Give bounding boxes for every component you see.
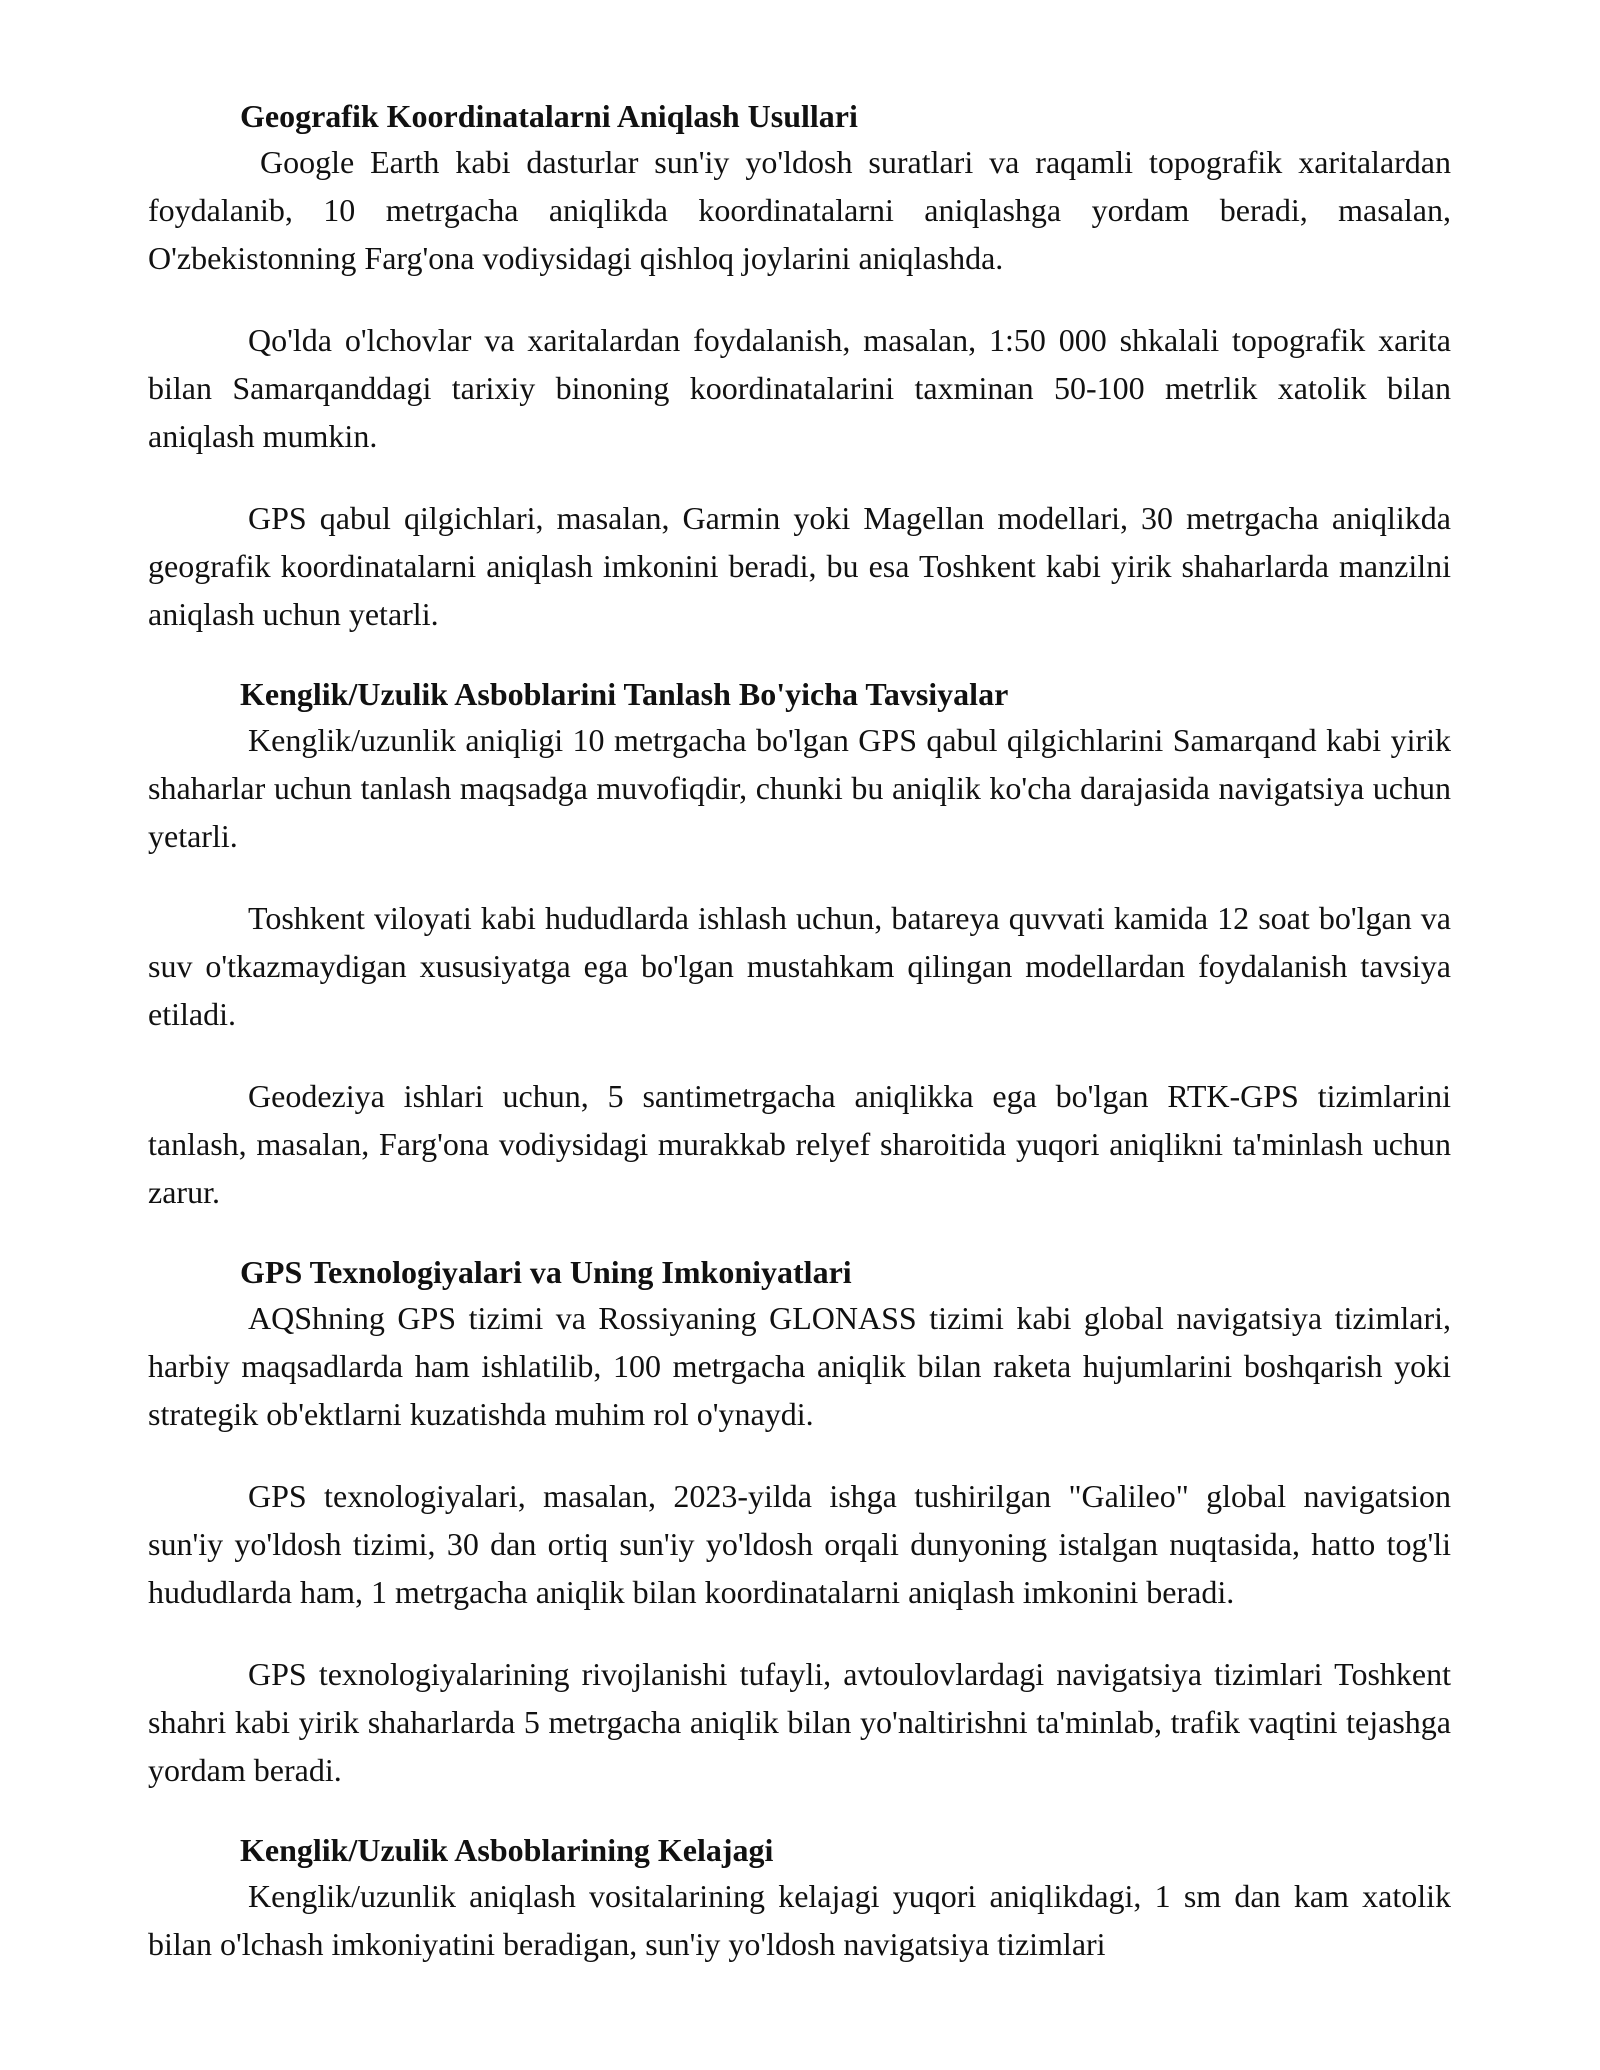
paragraph: Geodeziya ishlari uchun, 5 santimetrgacha aniqlikka ega bo'lgan RTK-GPS tizimlarini tanlash, masalan, Farg'ona vodiysidagi murakkab relyef sharoitida yuqori aniqlikni ta'minlash uchun zarur. [148,1078,1451,1210]
paragraph: GPS texnologiyalari, masalan, 2023-yilda ishga tushirilgan "Galileo" global navigatsion sun'iy yo'ldosh tizimi, 30 dan ortiq sun'iy yo'ldosh orqali dunyoning istalgan nuqtasida, hatto tog'li hududlarda ham, 1 metrgacha aniqlik bilan koordinatalarni aniqlash imkonini beradi. [148,1478,1451,1610]
document-page [148,96,1451,1968]
paragraph: Kenglik/uzunlik aniqligi 10 metrgacha bo'lgan GPS qabul qilgichlarini Samarqand kabi yirik shaharlar uchun tanlash maqsadga muvofiqdir, chunki bu aniqlik ko'cha darajasida navigatsiya uchun yetarli. [148,722,1451,854]
paragraph: Kenglik/uzunlik aniqlash vositalarining kelajagi yuqori aniqlikdagi, 1 sm dan kam xatolik bilan o'lchash imkoniyatini beradigan, sun'iy yo'ldosh navigatsiya tizimlari [148,1878,1451,1962]
paragraph: GPS qabul qilgichlari, masalan, Garmin yoki Magellan modellari, 30 metrgacha aniqlikda geografik koordinatalarni aniqlash imkonini beradi, bu esa Toshkent kabi yirik shaharlarda manzilni aniqlash uchun yetarli. [148,500,1451,632]
section-heading: Kenglik/Uzulik Asboblarining Kelajagi [240,1832,774,1868]
paragraph: Toshkent viloyati kabi hududlarda ishlash uchun, batareya quvvati kamida 12 soat bo'lgan va suv o'tkazmaydigan xususiyatga ega bo'lgan mustahkam qilingan modellardan foydalanish tavsiya etiladi. [148,900,1451,1032]
paragraph: AQShning GPS tizimi va Rossiyaning GLONASS tizimi kabi global navigatsiya tizimlari, harbiy maqsadlarda ham ishlatilib, 100 metrgacha aniqlik bilan raketa hujumlarini boshqarish yoki strategik ob'ektlarni kuzatishda muhim rol o'ynaydi. [148,1300,1451,1432]
section-heading: Kenglik/Uzulik Asboblarini Tanlash Bo'yicha Tavsiyalar [240,676,1009,712]
paragraph: GPS texnologiyalarining rivojlanishi tufayli, avtoulovlardagi navigatsiya tizimlari Toshkent shahri kabi yirik shaharlarda 5 metrgacha aniqlik bilan yo'naltirishni ta'minlab, trafik vaqtini tejashga yordam beradi. [148,1656,1451,1788]
section-heading: GPS Texnologiyalari va Uning Imkoniyatlari [240,1254,852,1290]
section-heading: Geografik Koordinatalarni Aniqlash Usullari [240,98,858,134]
paragraph: Qo'lda o'lchovlar va xaritalardan foydalanish, masalan, 1:50 000 shkalali topografik xarita bilan Samarqanddagi tarixiy binoning koordinatalarini taxminan 50-100 metrlik xatolik bilan aniqlash mumkin. [148,322,1451,454]
paragraph: Google Earth kabi dasturlar sun'iy yo'ldosh suratlari va raqamli topografik xaritalardan foydalanib, 10 metrgacha aniqlikda koordinatalarni aniqlashga yordam beradi, masalan, O'zbekistonning Farg'ona vodiysidagi qishloq joylarini aniqlashda. [148,144,1451,276]
